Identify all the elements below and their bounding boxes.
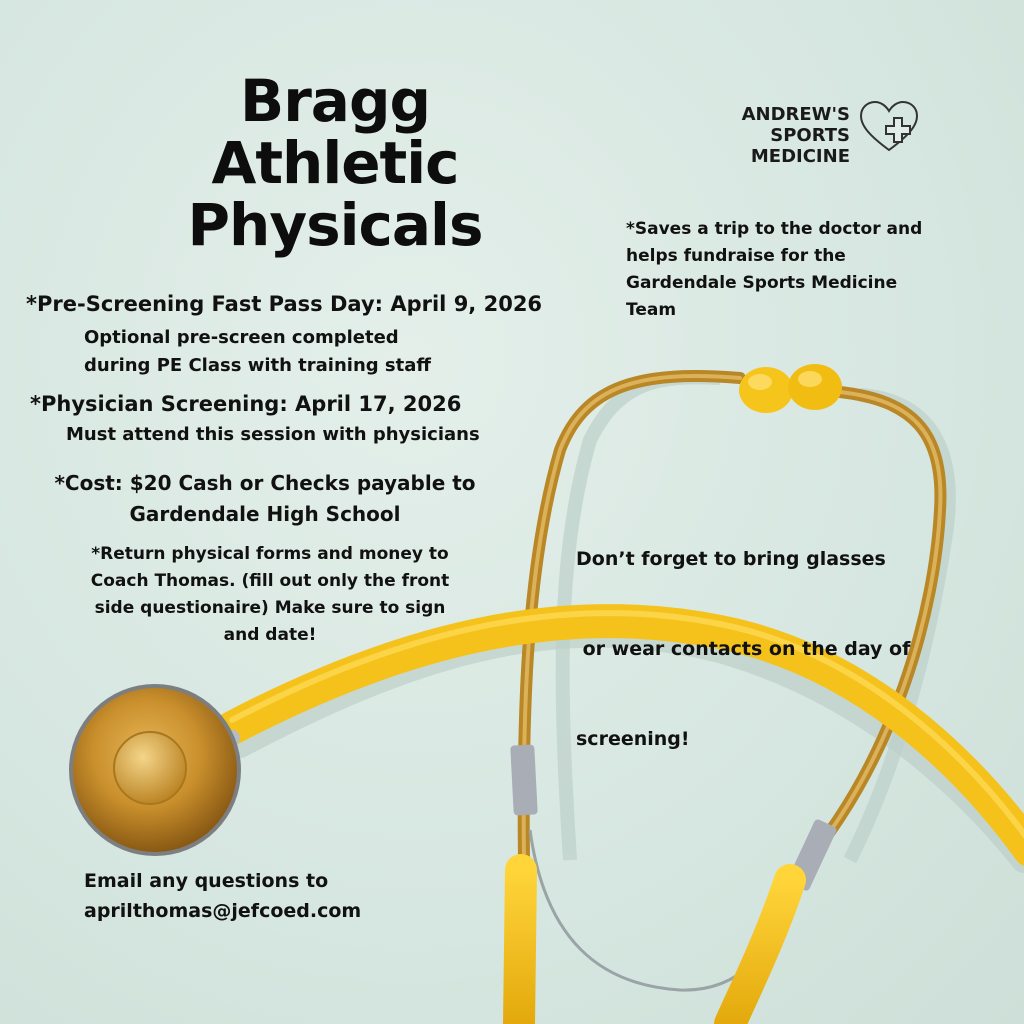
- heart-cross-icon: [858, 100, 920, 154]
- contact-email: aprilthomas@jefcoed.com: [84, 900, 362, 922]
- sports-medicine-logo: [700, 104, 850, 167]
- ear-tip-left: [739, 367, 793, 413]
- return-note: [60, 541, 480, 649]
- glasses-note-line-1: Don’t forget to bring glasses: [576, 548, 886, 570]
- fundraise-note: [626, 216, 922, 324]
- title-line-1: Bragg: [240, 67, 430, 135]
- fundraise-note-line-1: *Saves a trip to the doctor and: [626, 219, 923, 239]
- tube-lower-left: [519, 870, 521, 1024]
- ear-tip-right: [788, 364, 842, 410]
- logo-line-1: ANDREW'S: [741, 104, 850, 125]
- fundraise-note-line-2: helps fundraise for the: [626, 246, 846, 266]
- prescreen-detail-line-1: Optional pre-screen completed: [84, 327, 399, 348]
- logo-line-2: SPORTS: [770, 125, 850, 146]
- cost-line-1: *Cost: $20 Cash or Checks payable to: [54, 471, 476, 495]
- fundraise-note-line-4: Team: [626, 300, 677, 320]
- logo-line-3: MEDICINE: [750, 146, 850, 167]
- glasses-note: [576, 484, 910, 814]
- return-note-line-1: *Return physical forms and money to: [91, 544, 449, 564]
- cost-line-2: Gardendale High School: [129, 502, 401, 526]
- cost-info: [40, 468, 490, 530]
- title-line-3: Physicals: [187, 191, 483, 259]
- return-note-line-4: and date!: [223, 625, 317, 645]
- prescreen-detail-line-2: during PE Class with training staff: [84, 355, 431, 376]
- clip-left: [510, 744, 538, 815]
- title-line-2: Athletic: [211, 129, 459, 197]
- prescreen-detail: [84, 324, 431, 380]
- glasses-note-line-3: screening!: [576, 728, 690, 750]
- contact-line-1: Email any questions to: [84, 870, 329, 892]
- glasses-note-line-2: or wear contacts on the day of: [576, 638, 911, 660]
- fundraise-note-line-3: Gardendale Sports Medicine: [626, 273, 898, 293]
- return-note-line-2: Coach Thomas. (fill out only the front: [90, 571, 450, 591]
- return-note-line-3: side questionaire) Make sure to sign: [94, 598, 446, 618]
- tube-lower-right: [730, 880, 790, 1024]
- contact-info: [84, 866, 361, 926]
- prescreen-heading: *Pre-Screening Fast Pass Day: April 9, 2026: [26, 292, 543, 316]
- page-title: [130, 67, 540, 259]
- physician-heading: *Physician Screening: April 17, 2026: [30, 392, 462, 416]
- physician-detail: Must attend this session with physicians: [66, 424, 480, 445]
